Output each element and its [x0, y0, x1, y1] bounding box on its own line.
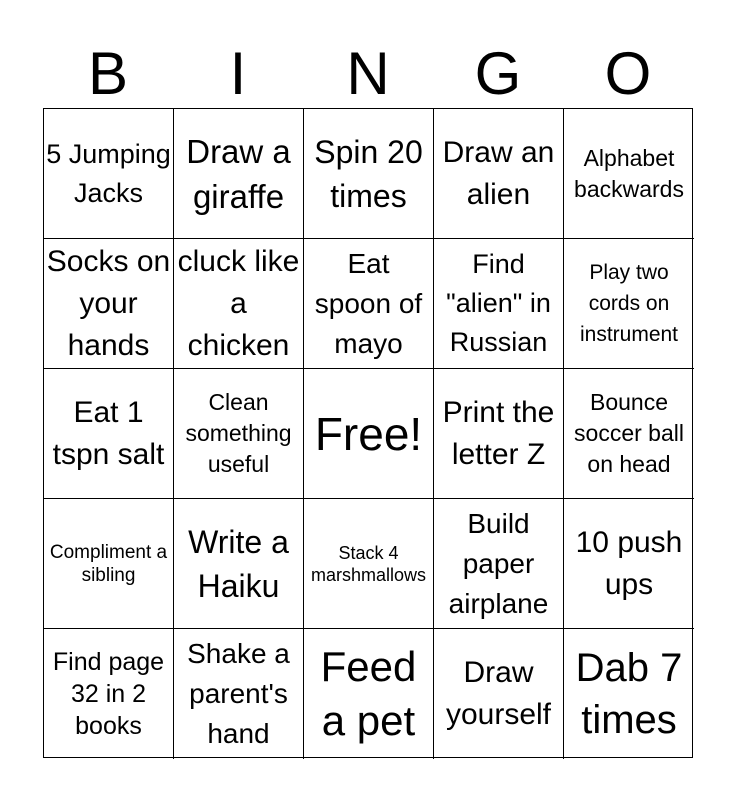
header-letter-o: O [604, 40, 652, 107]
cell-text: Clean something useful [185, 389, 292, 477]
cell-text: Alphabet backwards [574, 144, 684, 202]
bingo-cell[interactable] [44, 109, 174, 239]
bingo-cell[interactable] [564, 369, 694, 499]
bingo-cell[interactable] [174, 369, 304, 499]
bingo-cell[interactable] [434, 239, 564, 369]
cell-text: Shake a parent's hand [187, 638, 290, 749]
cell-text: Socks on your hands [46, 244, 171, 362]
bingo-header [43, 40, 693, 108]
cell-text: Feed a pet [320, 643, 417, 744]
cell-text: Build paper airplane [448, 507, 549, 619]
bingo-cell[interactable] [304, 239, 434, 369]
bingo-cell[interactable] [434, 629, 564, 759]
bingo-cell[interactable] [44, 629, 174, 759]
header-letter-i: I [229, 40, 247, 107]
cell-text: Draw a giraffe [186, 132, 291, 215]
cell-text: Find page 32 in 2 books [52, 648, 165, 740]
cell-text: Print the letter Z [442, 395, 555, 471]
cell-text: Eat spoon of mayo [314, 247, 423, 359]
cell-text: cluck like a chicken [177, 244, 300, 362]
cell-text: Eat 1 tspn salt [52, 395, 165, 471]
bingo-cell[interactable] [434, 499, 564, 629]
bingo-cell[interactable] [174, 499, 304, 629]
header-letter-n: N [346, 40, 390, 107]
cell-text: Bounce soccer ball on head [574, 389, 684, 477]
cell-text: 5 Jumping Jacks [46, 138, 171, 208]
bingo-cell[interactable] [434, 369, 564, 499]
cell-text: Spin 20 times [314, 133, 423, 214]
bingo-cell[interactable] [564, 109, 694, 239]
bingo-cell[interactable] [304, 369, 434, 499]
bingo-cell[interactable] [564, 239, 694, 369]
bingo-cell[interactable] [304, 499, 434, 629]
cell-text: Write a Haiku [188, 523, 289, 604]
cell-text: Stack 4 marshmallows [310, 542, 427, 585]
bingo-cell[interactable] [434, 109, 564, 239]
cell-text: 10 push ups [575, 525, 683, 601]
bingo-cell[interactable] [174, 109, 304, 239]
cell-text: Draw an alien [442, 135, 555, 211]
cell-text: Draw yourself [445, 656, 552, 731]
bingo-cell[interactable] [304, 629, 434, 759]
bingo-board [43, 108, 693, 758]
bingo-cell[interactable] [564, 629, 694, 759]
header-letter-g: G [474, 40, 522, 107]
bingo-cell[interactable] [174, 629, 304, 759]
bingo-cell[interactable] [564, 499, 694, 629]
bingo-cell[interactable] [44, 239, 174, 369]
bingo-cell[interactable] [44, 369, 174, 499]
header-letter-b: B [87, 40, 129, 107]
cell-text: Play two cords on instrument [579, 261, 679, 346]
bingo-cell[interactable] [304, 109, 434, 239]
cell-text: Compliment a sibling [49, 541, 168, 586]
bingo-cell[interactable] [174, 239, 304, 369]
cell-text: Dab 7 times [575, 646, 683, 742]
bingo-cell[interactable] [44, 499, 174, 629]
cell-text: Free! [314, 407, 423, 460]
cell-text: Find "alien" in Russian [446, 249, 551, 357]
